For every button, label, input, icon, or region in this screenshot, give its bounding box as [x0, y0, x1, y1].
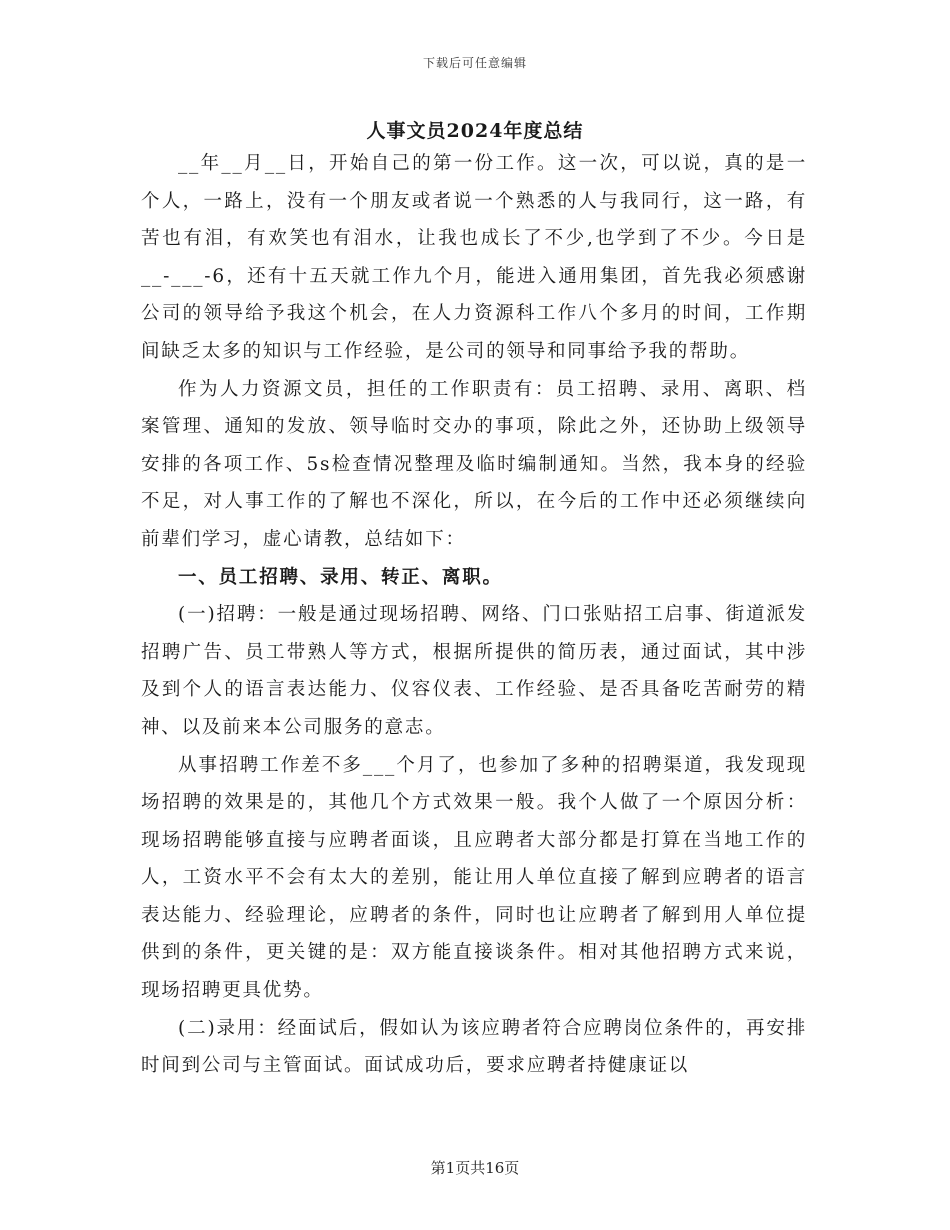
paragraph-recruitment: (一)招聘：一般是通过现场招聘、网络、门口张贴招工启事、街道派发招聘广告、员工带熟人等方式，根据所提供的简历表，通过面试，其中涉及到个人的语言表达能力、仪容仪表、工作经验、是否具备吃苦耐劳的精神、以及前来本公司服务的意志。	[141, 604, 807, 738]
page-footer-number: 第1页共16页	[430, 1159, 520, 1177]
paragraph-recruitment-analysis: 从事招聘工作差不多___个月了，也参加了多种的招聘渠道，我发现现场招聘的效果是的，其他几个方式效果一般。我个人做了一个原因分析：现场招聘能够直接与应聘者面谈，且应聘者大部分都是打算在当地工作的人，工资水平不会有太大的差别，能让用人单位直接了解到应聘者的语言表达能力、经验理论，应聘者的条件，同时也让应聘者了解到用人单位提供到的条件，更关键的是：双方能直接谈条件。相对其他招聘方式来说，现场招聘更具优势。	[141, 754, 807, 1002]
paragraph-hiring: (二)录用：经面试后，假如认为该应聘者符合应聘岗位条件的，再安排时间到公司与主管面试。面试成功后，要求应聘者持健康证以	[141, 1017, 807, 1077]
paragraph-intro: __年__月__日，开始自己的第一份工作。这一次，可以说，真的是一个人，一路上，没有一个朋友或者说一个熟悉的人与我同行，这一路，有苦也有泪，有欢笑也有泪水，让我也成长了不少,也学到了不少。今日是__-___-6，还有十五天就工作九个月，能进入通用集团，首先我必须感谢公司的领导给予我这个机会，在人力资源科工作八个多月的时间，工作期间缺乏太多的知识与工作经验，是公司的领导和同事给予我的帮助。	[141, 153, 807, 362]
document-body	[141, 145, 807, 1085]
page-header-note: 下载后可任意编辑	[422, 56, 527, 70]
section-heading: 一、员工招聘、录用、转正、离职。	[178, 566, 503, 588]
paragraph-duties: 作为人力资源文员，担任的工作职责有：员工招聘、录用、离职、档案管理、通知的发放、领导临时交办的事项，除此之外，还协助上级领导安排的各项工作、5s检查情况整理及临时编制通知。当然，我本身的经验不足，对人事工作的了解也不深化，所以，在今后的工作中还必须继续向前辈们学习，虚心请教，总结如下：	[141, 378, 807, 550]
document-title: 人事文员2024年度总结	[366, 120, 584, 142]
